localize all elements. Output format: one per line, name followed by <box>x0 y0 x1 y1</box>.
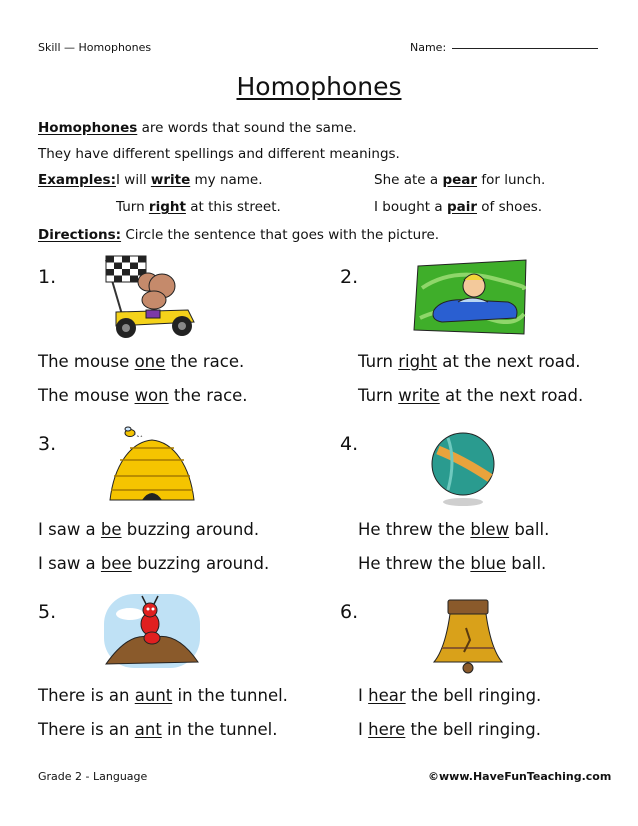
boy-driving-car-icon <box>412 258 532 338</box>
ant-on-hill-icon <box>100 590 204 674</box>
q3-option-b[interactable]: I saw a bee buzzing around. <box>38 554 270 573</box>
q4-option-a[interactable]: He threw the blew ball. <box>358 520 550 539</box>
name-label: Name: <box>410 41 447 54</box>
question-number-2: 2. <box>340 266 359 288</box>
q1-option-b[interactable]: The mouse won the race. <box>38 386 248 405</box>
examples-label: Examples: <box>38 172 116 188</box>
directions: Directions: Circle the sentence that goes with the picture. <box>38 227 440 243</box>
intro-line-1: Homophones are words that sound the same. <box>38 120 357 136</box>
blue-ball-icon <box>428 430 498 510</box>
intro-line-2: They have different spellings and different meanings. <box>38 146 400 162</box>
mouse-race-car-icon <box>96 250 206 345</box>
footer-grade: Grade 2 - Language <box>38 770 148 783</box>
q1-option-a[interactable]: The mouse one the race. <box>38 352 245 371</box>
question-number-1: 1. <box>38 266 57 288</box>
name-field-line[interactable] <box>452 48 598 49</box>
question-number-4: 4. <box>340 433 359 455</box>
example-2: She ate a pear for lunch. <box>374 172 546 188</box>
page-title: Homophones <box>236 72 402 101</box>
question-number-6: 6. <box>340 601 359 623</box>
q5-option-b[interactable]: There is an ant in the tunnel. <box>38 720 278 739</box>
skill-label: Skill — Homophones <box>38 41 152 54</box>
q4-option-b[interactable]: He threw the blue ball. <box>358 554 547 573</box>
q3-option-a[interactable]: I saw a be buzzing around. <box>38 520 260 539</box>
q2-option-a[interactable]: Turn right at the next road. <box>358 352 581 371</box>
liberty-bell-icon <box>428 598 508 676</box>
footer-site: ©www.HaveFunTeaching.com <box>428 770 612 783</box>
term-homophones: Homophones <box>38 120 138 136</box>
example-3: Turn right at this street. <box>116 199 281 215</box>
example-1: I will write my name. <box>116 172 263 188</box>
q6-option-a[interactable]: I hear the bell ringing. <box>358 686 542 705</box>
beehive-icon <box>102 426 202 508</box>
q2-option-b[interactable]: Turn write at the next road. <box>358 386 584 405</box>
q5-option-a[interactable]: There is an aunt in the tunnel. <box>38 686 288 705</box>
question-number-3: 3. <box>38 433 57 455</box>
example-4: I bought a pair of shoes. <box>374 199 543 215</box>
question-number-5: 5. <box>38 601 57 623</box>
q6-option-b[interactable]: I here the bell ringing. <box>358 720 541 739</box>
